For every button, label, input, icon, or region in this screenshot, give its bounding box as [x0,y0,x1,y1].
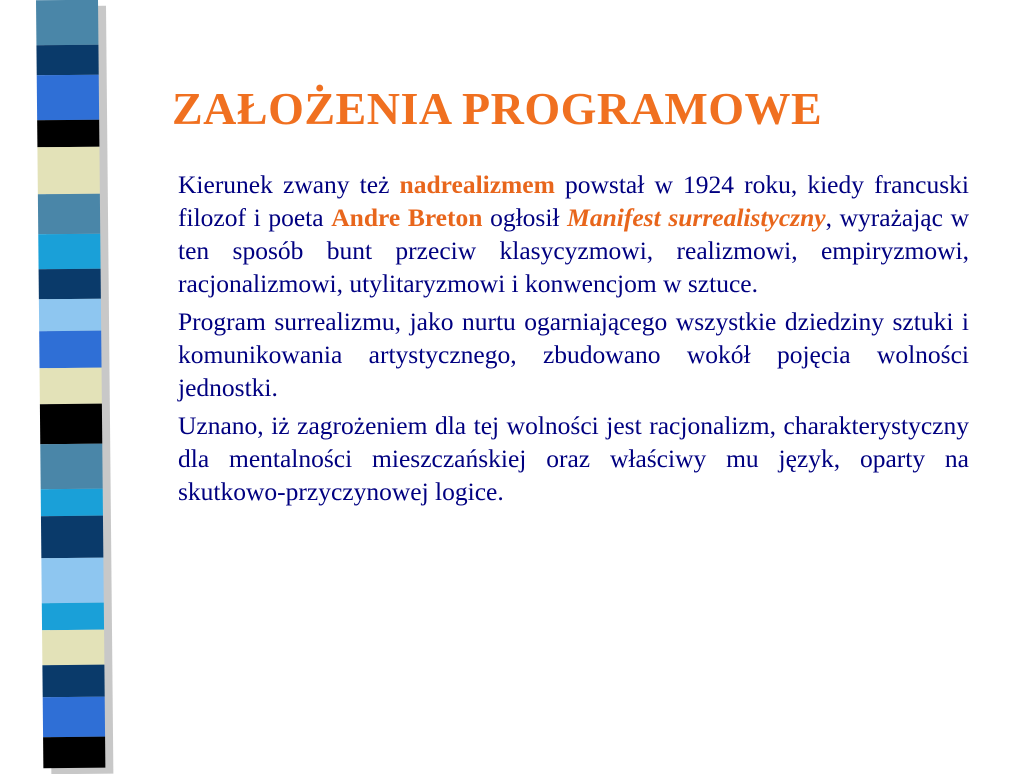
body-paragraph [178,305,969,404]
strip-segment [37,147,99,195]
strip-segment [37,75,99,121]
strip-segment [40,368,102,405]
slide-title: ZAŁOŻENIA PROGRAMOWE [172,83,823,134]
strip-segment [41,489,103,517]
text-run: , wyrażając w ten sposób bunt przeciw klasycyzmowi, realizmowi, empiryzmowi, racjonalizmowi, utylitaryzmowi i konwencjom w sztuce. [178,203,970,298]
strip-segment [36,0,98,45]
strip-segment [41,558,103,604]
strip-segment [42,665,104,698]
strip-segment [40,404,102,445]
strip-segment [43,737,105,769]
strip-segment [42,603,104,631]
body-paragraph [178,168,969,300]
text-run: powstał w 1924 roku, kiedy francuski filozof i poeta [178,170,970,232]
strip-segment [40,444,102,490]
text-run: Program surrealizmu, jako nurtu ogarniającego wszystkie dziedziny sztuki i komunikowania artystycznego, zbudowano wokół pojęcia wolności jednostki. [178,307,969,402]
strip-segment [36,45,98,76]
strip-segment [38,234,100,270]
decorative-color-strip [36,0,105,768]
strip-segment [39,299,101,332]
highlighted-term: Manifest surrealistyczny [567,203,826,232]
text-run: Uznano, iż zagrożeniem dla tej wolności jest racjonalizm, charakterystyczny dla mentalności mieszczańskiej oraz właściwy mu język, oparty na skutkowo-przyczynowej logice. [178,411,969,506]
text-run: Kierunek zwany też [178,170,400,199]
highlighted-term: nadrealizmem [399,170,555,199]
strip-segment [37,120,99,148]
strip-segment [39,269,101,300]
strip-segment [43,697,105,738]
strip-segment [38,194,100,235]
strip-segment [41,516,103,559]
body-paragraph [178,409,969,508]
slide-body [178,168,969,513]
highlighted-term: Andre Breton [331,203,483,232]
text-run: ogłosił [482,203,568,232]
strip-segment [42,630,104,666]
strip-segment [39,331,101,369]
